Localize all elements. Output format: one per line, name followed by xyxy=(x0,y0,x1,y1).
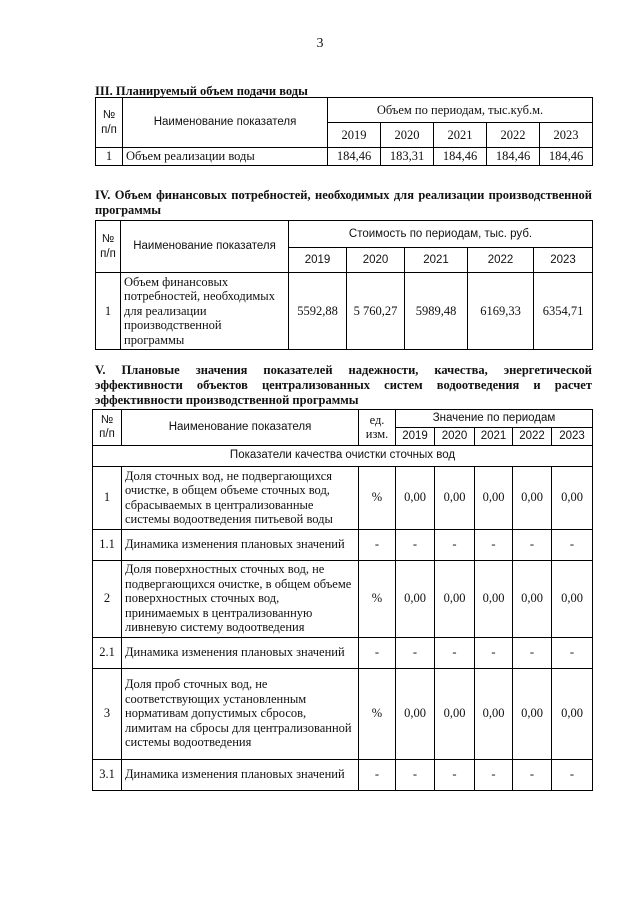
group-title: Показатели качества очистки сточных вод xyxy=(93,445,593,466)
year-header: 2021 xyxy=(405,248,468,273)
table-row xyxy=(93,759,593,790)
value-cell: 0,00 xyxy=(396,466,435,529)
value-cell: - xyxy=(513,637,552,668)
value-cell: 5592,88 xyxy=(289,273,347,350)
value-cell: - xyxy=(513,759,552,790)
value-cell: 0,00 xyxy=(435,466,475,529)
value-cell: 184,46 xyxy=(487,148,540,166)
year-header: 2021 xyxy=(475,427,513,445)
unit-cell: % xyxy=(359,560,396,637)
value-cell: 184,46 xyxy=(434,148,487,166)
table-row xyxy=(96,148,593,166)
name-header: Наименование показателя xyxy=(122,410,359,446)
unit-cell: - xyxy=(359,529,396,560)
value-cell: - xyxy=(435,529,475,560)
value-cell: - xyxy=(435,637,475,668)
value-cell: 5989,48 xyxy=(405,273,468,350)
value-cell: 183,31 xyxy=(381,148,434,166)
value-cell: - xyxy=(513,529,552,560)
row-number: 1 xyxy=(93,466,122,529)
row-number: 3 xyxy=(93,668,122,759)
section-4-title: IV. Объем финансовых потребностей, необходимых для реализации производственной программы xyxy=(95,188,592,217)
table-row xyxy=(93,637,593,668)
indicator-name: Объем финансовых потребностей, необходимых для реализации производственной программы xyxy=(121,273,289,350)
row-number: 1 xyxy=(96,273,121,350)
period-header: Значение по периодам xyxy=(396,410,593,428)
indicator-name: Динамика изменения плановых значений xyxy=(122,529,359,560)
num-header: № п/п xyxy=(93,410,122,446)
value-cell: 0,00 xyxy=(396,668,435,759)
year-header: 2021 xyxy=(434,123,487,148)
value-cell: 0,00 xyxy=(396,560,435,637)
value-cell: 5 760,27 xyxy=(347,273,405,350)
year-header: 2020 xyxy=(381,123,434,148)
value-cell: - xyxy=(552,759,593,790)
section-4-table xyxy=(95,220,593,350)
year-header: 2022 xyxy=(468,248,534,273)
value-cell: 0,00 xyxy=(475,560,513,637)
value-cell: 0,00 xyxy=(475,466,513,529)
row-number: 2.1 xyxy=(93,637,122,668)
table-row xyxy=(96,273,593,350)
page-number: 3 xyxy=(316,36,324,51)
table-row xyxy=(93,466,593,529)
table-row xyxy=(93,560,593,637)
section-5-table xyxy=(92,409,593,791)
indicator-name: Динамика изменения плановых значений xyxy=(122,759,359,790)
indicator-name: Объем реализации воды xyxy=(123,148,328,166)
value-cell: 6354,71 xyxy=(534,273,593,350)
year-header: 2019 xyxy=(396,427,435,445)
value-cell: - xyxy=(396,759,435,790)
value-cell: - xyxy=(552,637,593,668)
section-3-table xyxy=(95,97,593,166)
value-cell: 0,00 xyxy=(435,560,475,637)
value-cell: - xyxy=(475,759,513,790)
value-cell: 0,00 xyxy=(552,560,593,637)
value-cell: 0,00 xyxy=(475,668,513,759)
unit-cell: - xyxy=(359,759,396,790)
value-cell: 0,00 xyxy=(552,668,593,759)
year-header: 2023 xyxy=(540,123,593,148)
year-header: 2020 xyxy=(347,248,405,273)
value-cell: 0,00 xyxy=(552,466,593,529)
year-header: 2022 xyxy=(487,123,540,148)
unit-cell: % xyxy=(359,668,396,759)
unit-header: ед. изм. xyxy=(359,410,396,446)
year-header: 2022 xyxy=(513,427,552,445)
name-header: Наименование показателя xyxy=(123,98,328,148)
value-cell: 0,00 xyxy=(513,668,552,759)
num-header: № п/п xyxy=(96,221,121,273)
table-row xyxy=(93,668,593,759)
table-row xyxy=(93,529,593,560)
row-number: 3.1 xyxy=(93,759,122,790)
year-header: 2023 xyxy=(534,248,593,273)
value-cell: 0,00 xyxy=(435,668,475,759)
unit-cell: - xyxy=(359,637,396,668)
value-cell: 6169,33 xyxy=(468,273,534,350)
value-cell: - xyxy=(396,529,435,560)
value-cell: - xyxy=(396,637,435,668)
year-header: 2023 xyxy=(552,427,593,445)
value-cell: - xyxy=(475,637,513,668)
num-header: № п/п xyxy=(96,98,123,148)
period-header: Стоимость по периодам, тыс. руб. xyxy=(289,221,593,248)
row-number: 1 xyxy=(96,148,123,166)
indicator-name: Доля проб сточных вод, не соответствующих установленным нормативам допустимых сбросов, лимитам на сбросы для централизованной системы водоотведения xyxy=(122,668,359,759)
indicator-name: Доля поверхностных сточных вод, не подвергающихся очистке, в общем объеме поверхностных сточных вод, принимаемых в централизованную ливневую систему водоотведения xyxy=(122,560,359,637)
value-cell: - xyxy=(475,529,513,560)
name-header: Наименование показателя xyxy=(121,221,289,273)
value-cell: 0,00 xyxy=(513,466,552,529)
unit-cell: % xyxy=(359,466,396,529)
value-cell: - xyxy=(552,529,593,560)
indicator-name: Доля сточных вод, не подвергающихся очистке, в общем объеме сточных вод, сбрасываемых в централизованные системы водоотведения питьевой воды xyxy=(122,466,359,529)
value-cell: 184,46 xyxy=(540,148,593,166)
year-header: 2019 xyxy=(328,123,381,148)
row-number: 2 xyxy=(93,560,122,637)
section-3-title: III. Планируемый объем подачи воды xyxy=(95,84,308,98)
value-cell: 0,00 xyxy=(513,560,552,637)
value-cell: - xyxy=(435,759,475,790)
year-header: 2020 xyxy=(435,427,475,445)
section-5-title: V. Плановые значения показателей надежности, качества, энергетической эффективности объектов централизованных систем водоотведения и расчет эффективности производственной программы xyxy=(95,363,592,407)
value-cell: 184,46 xyxy=(328,148,381,166)
year-header: 2019 xyxy=(289,248,347,273)
indicator-name: Динамика изменения плановых значений xyxy=(122,637,359,668)
period-header: Объем по периодам, тыс.куб.м. xyxy=(328,98,593,123)
row-number: 1.1 xyxy=(93,529,122,560)
